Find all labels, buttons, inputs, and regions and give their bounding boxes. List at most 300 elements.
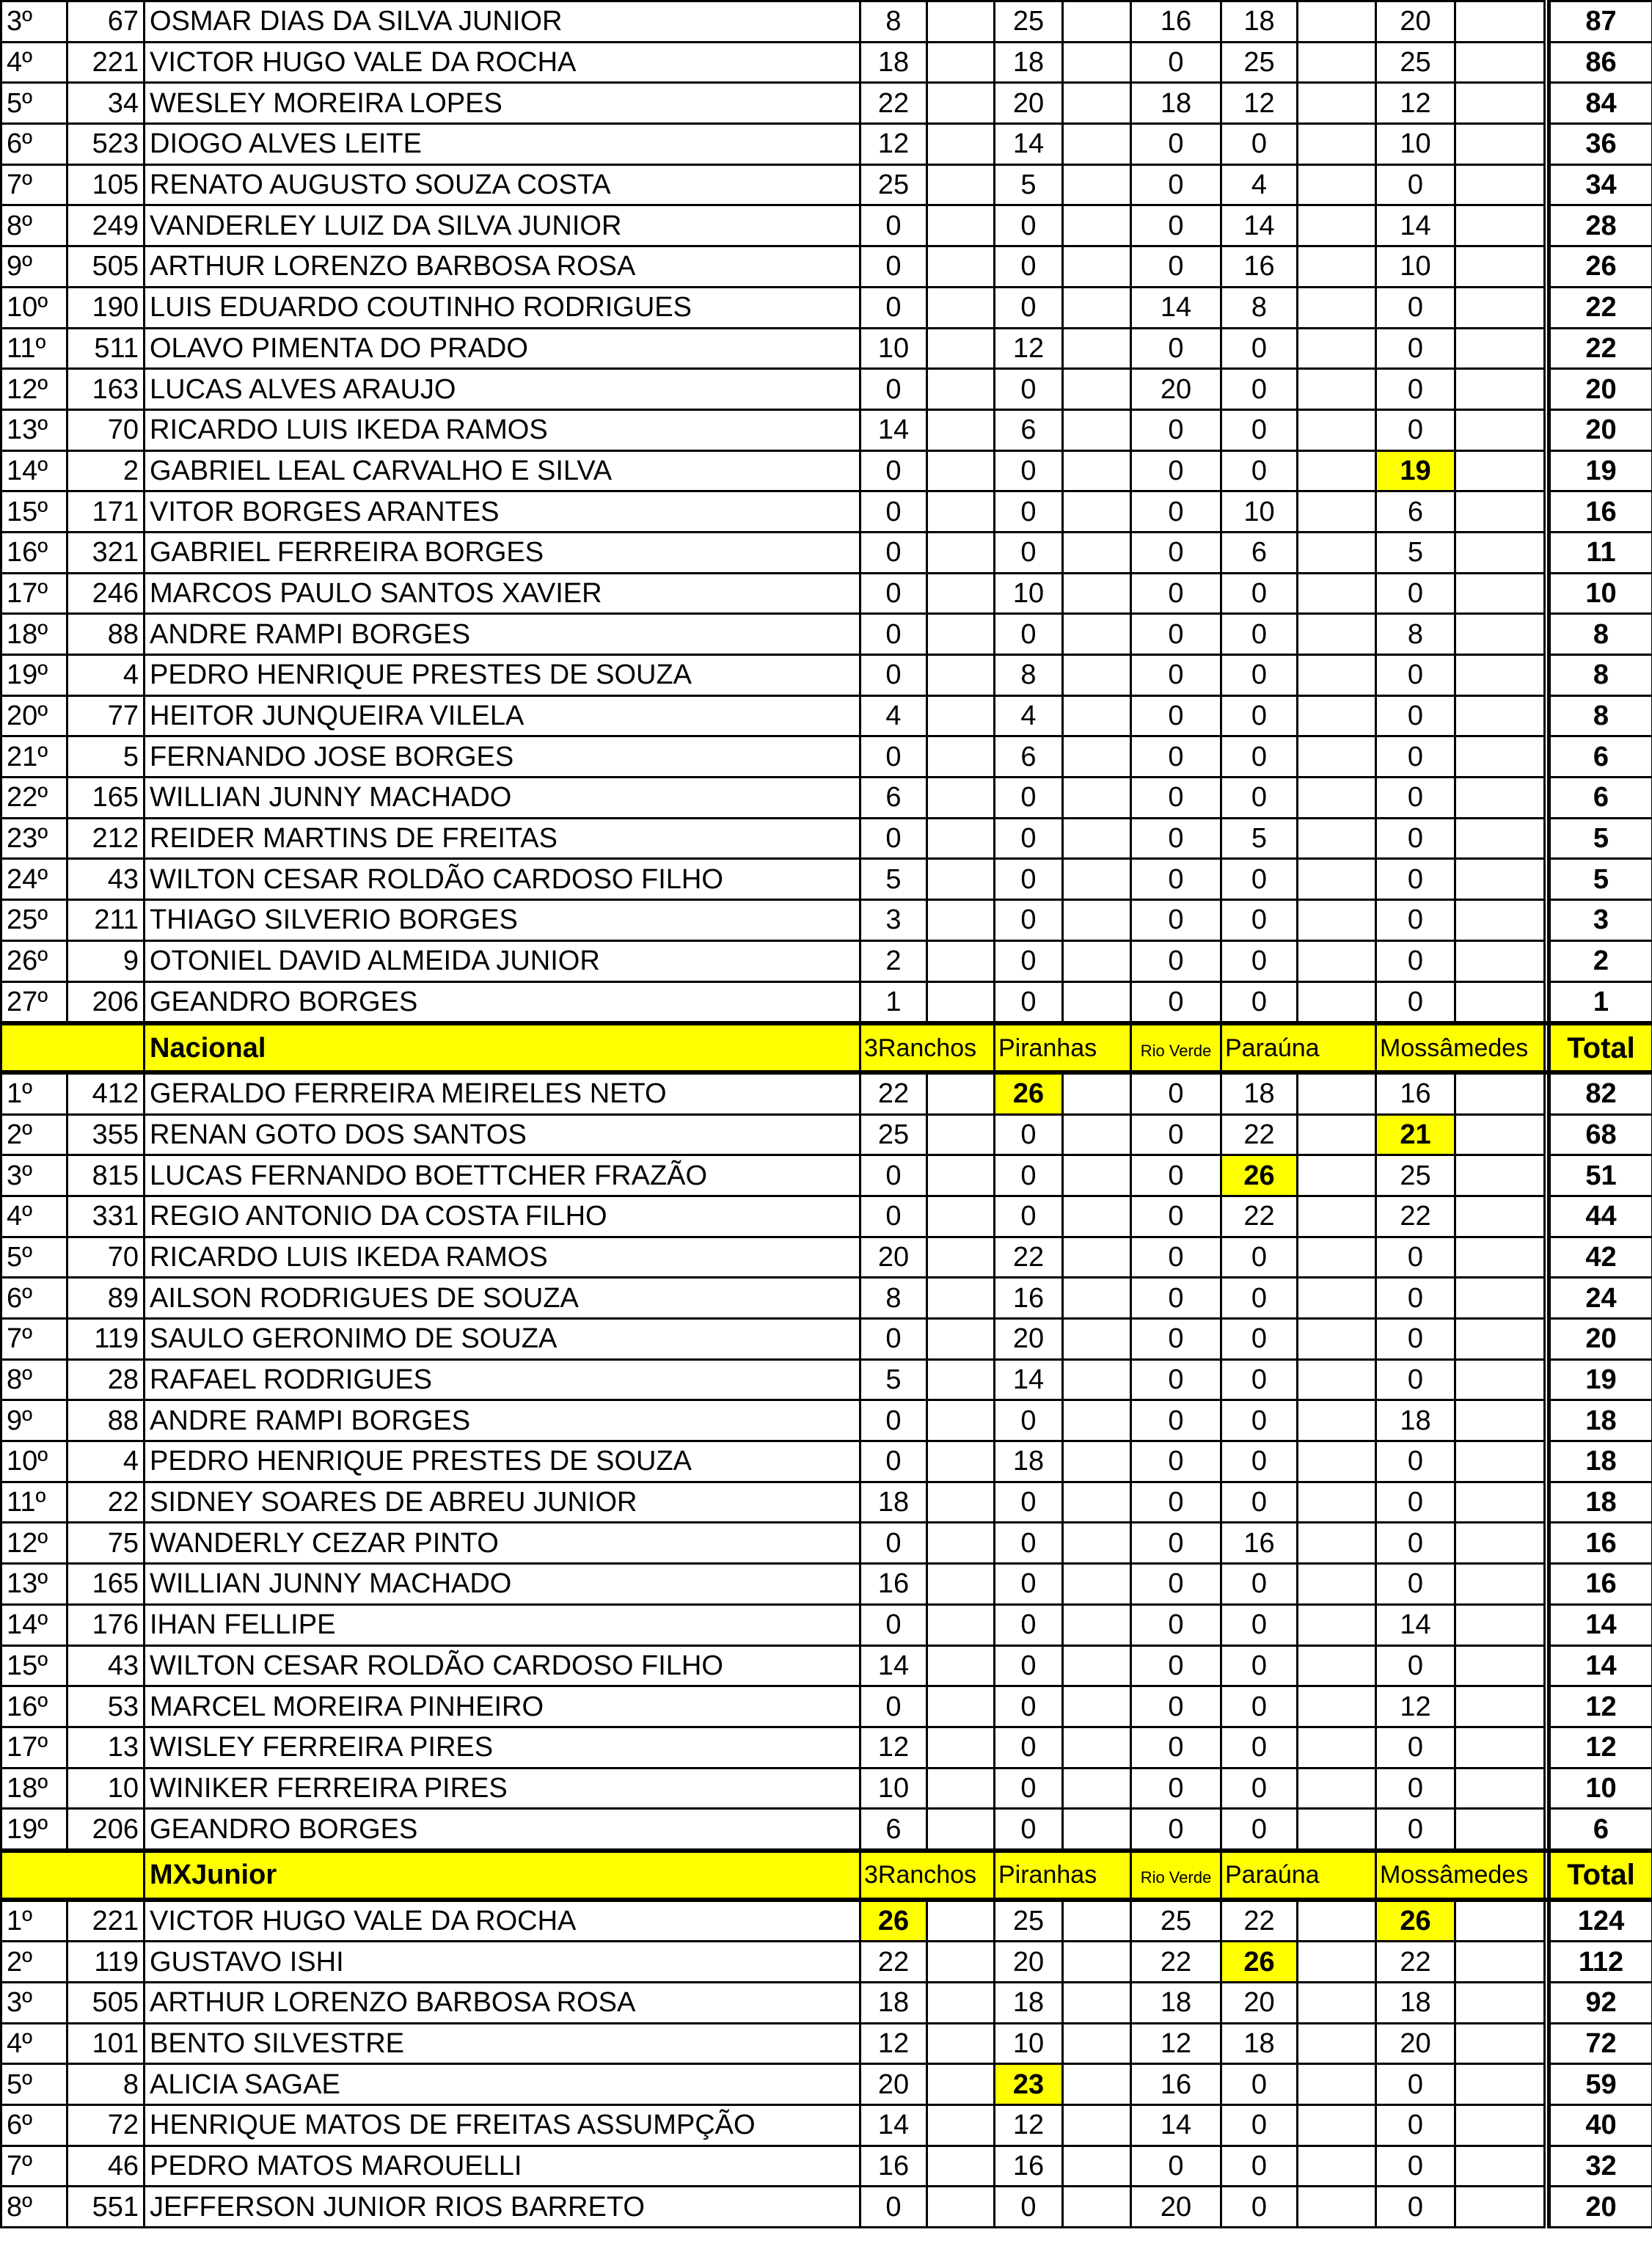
score-cell: 0 [995,1645,1063,1686]
total-cell: 20 [1549,369,1652,410]
bike-number-cell: 505 [67,1983,145,2024]
score-cell: 0 [1221,1482,1298,1523]
table-row [1,1,1652,43]
rider-name-cell: LUCAS ALVES ARAUJO [145,369,860,410]
rank-cell: 10º [1,287,67,328]
blank-cell [1063,1196,1131,1237]
blank-cell [1298,940,1376,981]
score-cell: 0 [1131,124,1221,165]
blank-cell [927,655,995,696]
score-cell: 10 [1376,124,1455,165]
blank-cell [1455,818,1545,859]
blank-cell [1063,2064,1131,2105]
blank-cell [927,859,995,900]
rank-cell: 9º [1,246,67,288]
rider-name-cell: OLAVO PIMENTA DO PRADO [145,328,860,369]
bike-number-cell: 176 [67,1604,145,1645]
rank-cell: 22º [1,778,67,819]
rank-cell: 8º [1,1359,67,1400]
total-cell: 6 [1549,778,1652,819]
blank-cell [1063,409,1131,450]
score-cell: 14 [860,409,927,450]
score-cell: 6 [1221,532,1298,573]
score-cell: 14 [860,1645,927,1686]
rank-cell: 1º [1,1072,67,1114]
score-cell: 0 [1376,695,1455,736]
blank-cell [1063,695,1131,736]
rank-cell: 17º [1,1727,67,1768]
rider-name-cell: ALICIA SAGAE [145,2064,860,2105]
score-cell: 0 [995,818,1063,859]
blank-cell [1455,778,1545,819]
total-cell: 8 [1549,695,1652,736]
score-cell: 0 [860,1604,927,1645]
score-cell: 26 [995,1072,1063,1114]
bike-number-cell: 355 [67,1114,145,1155]
rider-name-cell: ANDRE RAMPI BORGES [145,614,860,655]
table-row [1,981,1652,1023]
rank-cell: 4º [1,42,67,83]
event-header: Piranhas [995,1851,1131,1900]
blank-cell [1455,1809,1545,1851]
score-cell: 0 [1131,1645,1221,1686]
table-row [1,1604,1652,1645]
blank-cell [1298,981,1376,1023]
score-cell: 0 [995,491,1063,533]
score-cell: 0 [1131,1686,1221,1727]
blank-cell [1298,1645,1376,1686]
score-cell: 0 [1131,1400,1221,1441]
score-cell: 0 [1221,1441,1298,1482]
table-row [1,328,1652,369]
blank-cell [1298,1564,1376,1605]
bike-number-cell: 70 [67,409,145,450]
total-cell: 6 [1549,736,1652,778]
score-cell: 20 [860,1237,927,1278]
table-row [1,1114,1652,1155]
rank-cell: 15º [1,491,67,533]
score-cell: 0 [1131,778,1221,819]
rider-name-cell: REIDER MARTINS DE FREITAS [145,818,860,859]
rider-name-cell: PEDRO HENRIQUE PRESTES DE SOUZA [145,1441,860,1482]
score-cell: 20 [1221,1983,1298,2024]
blank-cell [927,2146,995,2187]
blank-cell [1298,83,1376,124]
total-cell: 42 [1549,1237,1652,1278]
rank-cell: 5º [1,83,67,124]
blank-cell [1298,859,1376,900]
blank-cell [1063,83,1131,124]
score-cell: 0 [1221,2146,1298,2187]
score-cell: 0 [1376,1278,1455,1319]
score-cell: 18 [860,1983,927,2024]
bike-number-cell: 34 [67,83,145,124]
score-cell: 12 [995,2105,1063,2146]
bike-number-cell: 22 [67,1482,145,1523]
score-cell: 0 [1131,1441,1221,1482]
score-cell: 18 [1376,1983,1455,2024]
score-cell: 0 [995,2187,1063,2228]
score-cell: 0 [1131,1196,1221,1237]
rider-name-cell: WESLEY MOREIRA LOPES [145,83,860,124]
blank-cell [1455,736,1545,778]
blank-cell [1063,287,1131,328]
score-cell: 22 [1376,1196,1455,1237]
table-row [1,1645,1652,1686]
rank-cell: 2º [1,1942,67,1983]
event-header: Mossâmedes [1376,1023,1545,1072]
score-cell: 0 [1221,409,1298,450]
blank-cell [927,409,995,450]
score-cell: 14 [995,124,1063,165]
rank-cell: 5º [1,1237,67,1278]
table-row [1,1942,1652,1983]
rider-name-cell: FERNANDO JOSE BORGES [145,736,860,778]
blank-cell [1298,573,1376,614]
total-cell: 11 [1549,532,1652,573]
score-cell: 12 [860,124,927,165]
blank-cell [1298,778,1376,819]
score-cell: 0 [1131,42,1221,83]
blank-cell [1455,164,1545,205]
score-cell: 0 [995,205,1063,246]
event-header: Mossâmedes [1376,1851,1545,1900]
blank-cell [927,695,995,736]
score-cell: 0 [860,1319,927,1360]
rider-name-cell: VICTOR HUGO VALE DA ROCHA [145,1900,860,1942]
score-cell: 22 [1376,1942,1455,1983]
bike-number-cell: 190 [67,287,145,328]
blank-cell [1455,287,1545,328]
blank-cell [1455,1727,1545,1768]
score-cell: 12 [1376,83,1455,124]
blank-cell [1063,491,1131,533]
score-cell: 0 [1376,1237,1455,1278]
blank-cell [1063,940,1131,981]
blank-cell [1063,1482,1131,1523]
score-cell: 20 [1376,2023,1455,2064]
blank-cell [927,778,995,819]
score-cell: 0 [1221,2105,1298,2146]
total-cell: 32 [1549,2146,1652,2187]
rank-cell: 20º [1,695,67,736]
blank-cell [1455,940,1545,981]
score-cell: 14 [1376,205,1455,246]
blank-cell [1455,2064,1545,2105]
blank-cell [927,1809,995,1851]
score-cell: 10 [860,328,927,369]
table-row [1,900,1652,941]
rank-cell: 1º [1,1900,67,1942]
score-cell: 0 [1221,695,1298,736]
bike-number-cell: 523 [67,124,145,165]
blank-cell [1298,1196,1376,1237]
blank-cell [1298,1768,1376,1809]
score-cell: 18 [860,1482,927,1523]
blank-cell [1455,1900,1545,1942]
blank-cell [1063,2105,1131,2146]
blank-cell [1298,450,1376,491]
rank-cell: 11º [1,328,67,369]
blank-cell [1455,1114,1545,1155]
score-cell: 0 [1131,1768,1221,1809]
table-row [1,1900,1652,1942]
blank-cell [1063,1523,1131,1564]
score-cell: 0 [860,2187,927,2228]
rider-name-cell: WILLIAN JUNNY MACHADO [145,778,860,819]
blank-cell [927,205,995,246]
score-cell: 0 [1131,1114,1221,1155]
score-cell: 0 [1376,778,1455,819]
blank-cell [1455,246,1545,288]
table-row [1,1319,1652,1360]
score-cell: 0 [860,1155,927,1196]
blank-cell [1455,42,1545,83]
rider-name-cell: JEFFERSON JUNIOR RIOS BARRETO [145,2187,860,2228]
table-row [1,1237,1652,1278]
blank-cell [1063,1942,1131,1983]
blank-cell [1455,2146,1545,2187]
blank-cell [1455,981,1545,1023]
score-cell: 0 [1131,532,1221,573]
score-cell: 10 [995,2023,1063,2064]
score-cell: 26 [860,1900,927,1942]
blank-cell [1298,287,1376,328]
rank-cell: 6º [1,2105,67,2146]
score-cell: 0 [1376,2064,1455,2105]
score-cell: 23 [995,2064,1063,2105]
score-cell: 0 [995,940,1063,981]
blank-cell [1455,124,1545,165]
score-cell: 26 [1221,1155,1298,1196]
rank-cell: 7º [1,164,67,205]
blank-cell [1298,1604,1376,1645]
score-cell: 0 [1131,2146,1221,2187]
blank-cell [927,900,995,941]
rider-name-cell: RENAN GOTO DOS SANTOS [145,1114,860,1155]
score-cell: 0 [860,287,927,328]
total-cell: 20 [1549,2187,1652,2228]
rider-name-cell: MARCEL MOREIRA PINHEIRO [145,1686,860,1727]
rank-cell: 19º [1,1809,67,1851]
total-cell: 14 [1549,1604,1652,1645]
bike-number-cell: 101 [67,2023,145,2064]
blank-cell [927,1400,995,1441]
table-row [1,614,1652,655]
rider-name-cell: GERALDO FERREIRA MEIRELES NETO [145,1072,860,1114]
bike-number-cell: 53 [67,1686,145,1727]
blank-cell [1455,614,1545,655]
score-cell: 0 [995,614,1063,655]
score-cell: 16 [1221,246,1298,288]
table-row [1,1809,1652,1851]
blank-cell [1298,532,1376,573]
total-cell: 51 [1549,1155,1652,1196]
total-cell: 44 [1549,1196,1652,1237]
rider-name-cell: VITOR BORGES ARANTES [145,491,860,533]
blank-cell [1063,246,1131,288]
score-cell: 26 [1376,1900,1455,1942]
blank-cell [1063,1400,1131,1441]
score-cell: 16 [1221,1523,1298,1564]
score-cell: 0 [1221,1809,1298,1851]
blank-cell [1298,1900,1376,1942]
rider-name-cell: IHAN FELLIPE [145,1604,860,1645]
total-cell: 18 [1549,1400,1652,1441]
table-row [1,778,1652,819]
score-cell: 14 [1376,1604,1455,1645]
blank-cell [1455,859,1545,900]
bike-number-cell: 171 [67,491,145,533]
rider-name-cell: GEANDRO BORGES [145,981,860,1023]
rider-name-cell: ARTHUR LORENZO BARBOSA ROSA [145,1983,860,2024]
bike-number-cell: 412 [67,1072,145,1114]
total-cell: 16 [1549,1564,1652,1605]
table-row [1,205,1652,246]
score-cell: 12 [995,328,1063,369]
blank-cell [927,1155,995,1196]
table-row [1,1983,1652,2024]
score-cell: 0 [995,532,1063,573]
bike-number-cell: 4 [67,655,145,696]
rank-cell: 8º [1,205,67,246]
blank-cell [927,1196,995,1237]
score-cell: 25 [1376,1155,1455,1196]
rank-cell: 12º [1,369,67,410]
score-cell: 0 [1131,450,1221,491]
rank-cell: 23º [1,818,67,859]
blank-cell [1298,1400,1376,1441]
score-cell: 0 [1221,981,1298,1023]
score-cell: 0 [1376,2187,1455,2228]
blank-cell [1298,736,1376,778]
total-cell: 34 [1549,164,1652,205]
score-cell: 22 [1221,1114,1298,1155]
bike-number-cell: 212 [67,818,145,859]
blank-cell [927,1768,995,1809]
rider-name-cell: AILSON RODRIGUES DE SOUZA [145,1278,860,1319]
score-cell: 0 [995,1686,1063,1727]
total-cell: 68 [1549,1114,1652,1155]
rank-cell: 3º [1,1155,67,1196]
table-row [1,940,1652,981]
score-cell: 0 [1131,1278,1221,1319]
blank-cell [1063,736,1131,778]
score-cell: 16 [860,2146,927,2187]
score-cell: 20 [1376,1,1455,43]
score-cell: 10 [860,1768,927,1809]
score-cell: 8 [860,1,927,43]
bike-number-cell: 43 [67,859,145,900]
bike-number-cell: 72 [67,2105,145,2146]
score-cell: 0 [1376,1727,1455,1768]
score-cell: 20 [860,2064,927,2105]
total-cell: 18 [1549,1441,1652,1482]
score-cell: 0 [860,1400,927,1441]
score-cell: 0 [1376,573,1455,614]
rider-name-cell: BENTO SILVESTRE [145,2023,860,2064]
score-cell: 5 [995,164,1063,205]
score-cell: 0 [995,1482,1063,1523]
rank-cell: 4º [1,2023,67,2064]
rider-name-cell: RICARDO LUIS IKEDA RAMOS [145,409,860,450]
blank-cell [1298,1983,1376,2024]
bike-number-cell: 67 [67,1,145,43]
score-cell: 14 [860,2105,927,2146]
score-cell: 0 [1376,2105,1455,2146]
bike-number-cell: 119 [67,1942,145,1983]
rider-name-cell: GUSTAVO ISHI [145,1942,860,1983]
rank-cell: 3º [1,1,67,43]
table-row [1,1155,1652,1196]
table-row [1,124,1652,165]
blank-cell [1298,2064,1376,2105]
table-row [1,491,1652,533]
total-cell: 28 [1549,205,1652,246]
bike-number-cell: 221 [67,42,145,83]
blank-cell [1298,1359,1376,1400]
header-blank [1,1023,145,1072]
score-cell: 0 [1131,573,1221,614]
total-cell: 86 [1549,42,1652,83]
blank-cell [927,1645,995,1686]
score-cell: 0 [1221,736,1298,778]
blank-cell [1455,655,1545,696]
score-cell: 8 [1221,287,1298,328]
blank-cell [1455,450,1545,491]
score-cell: 0 [1221,1359,1298,1400]
rank-cell: 7º [1,2146,67,2187]
total-cell: 2 [1549,940,1652,981]
score-cell: 12 [1131,2023,1221,2064]
score-cell: 6 [860,778,927,819]
score-cell: 0 [1376,287,1455,328]
rider-name-cell: WANDERLY CEZAR PINTO [145,1523,860,1564]
score-cell: 0 [860,450,927,491]
blank-cell [1455,1942,1545,1983]
score-cell: 0 [995,778,1063,819]
score-cell: 0 [1376,1359,1455,1400]
score-cell: 0 [995,369,1063,410]
rank-cell: 18º [1,1768,67,1809]
bike-number-cell: 46 [67,2146,145,2187]
table-row [1,859,1652,900]
score-cell: 0 [1221,1564,1298,1605]
blank-cell [927,1441,995,1482]
table-row [1,2023,1652,2064]
bike-number-cell: 221 [67,1900,145,1942]
score-cell: 0 [860,369,927,410]
blank-cell [1455,1441,1545,1482]
bike-number-cell: 28 [67,1359,145,1400]
rider-name-cell: REGIO ANTONIO DA COSTA FILHO [145,1196,860,1237]
score-cell: 0 [1221,573,1298,614]
blank-cell [1298,1727,1376,1768]
blank-cell [1298,1441,1376,1482]
bike-number-cell: 89 [67,1278,145,1319]
score-cell: 0 [860,1523,927,1564]
blank-cell [927,1727,995,1768]
score-cell: 0 [1376,1768,1455,1809]
table-row [1,246,1652,288]
score-cell: 0 [1221,1645,1298,1686]
total-cell: 3 [1549,900,1652,941]
score-cell: 0 [1221,900,1298,941]
rank-cell: 3º [1,1983,67,2024]
score-cell: 0 [1131,1809,1221,1851]
blank-cell [1298,1,1376,43]
score-cell: 0 [995,1523,1063,1564]
